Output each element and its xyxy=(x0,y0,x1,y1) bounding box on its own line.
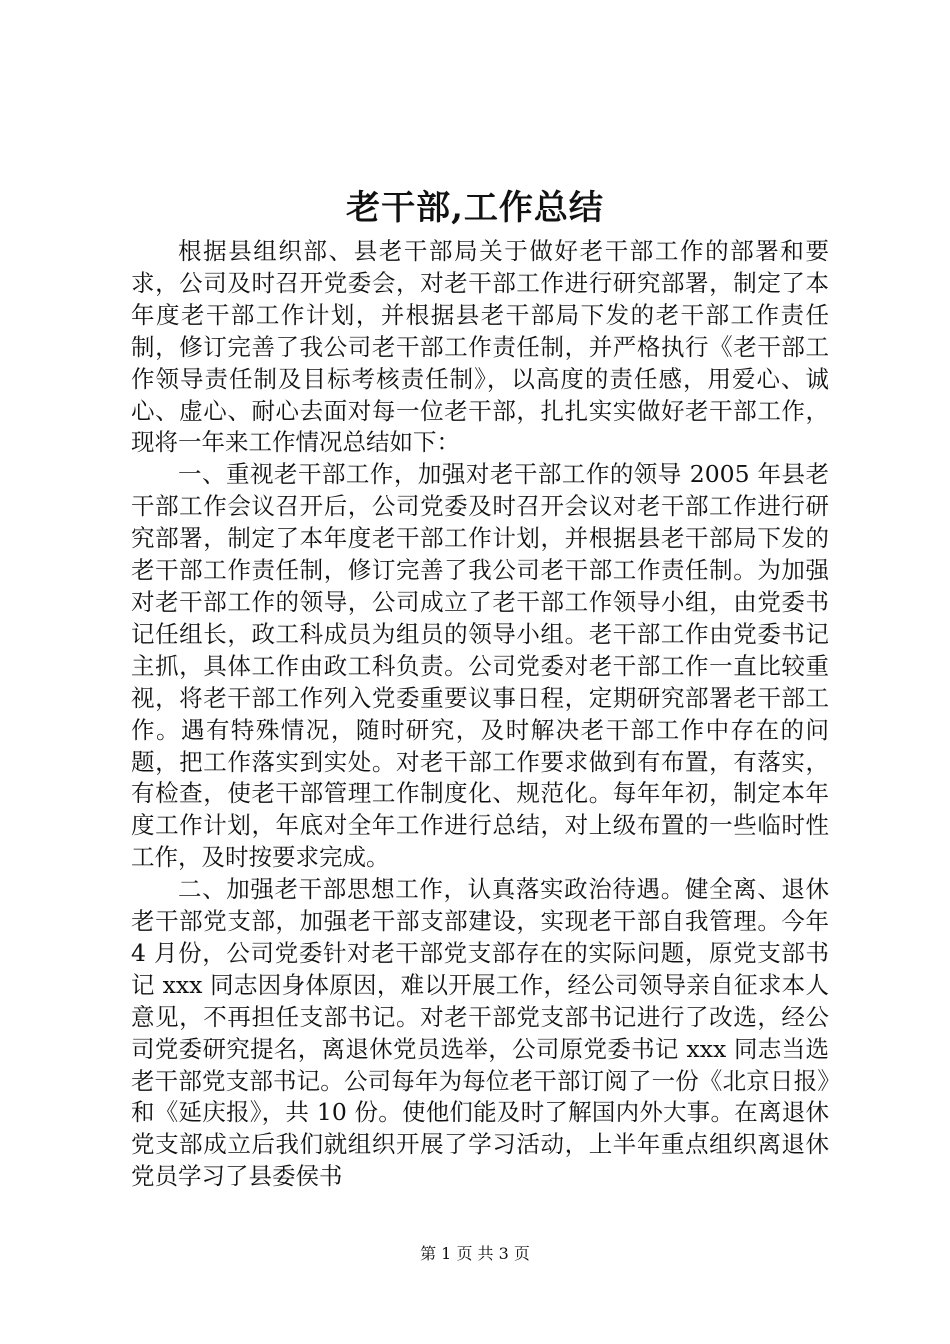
paragraph-section-two: 二、加强老干部思想工作，认真落实政治待遇。健全离、退休老干部党支部，加强老干部支部建设，实现老干部自我管理。今年 4 月份，公司党委针对老干部党支部存在的实际问题，原党支部书记 xxx 同志因身体原因，难以开展工作，经公司领导亲自征求本人意见，不再担任支部书记。对老干部党支部书记进行了改选，经公司党委研究提名，离退休党员选举，公司原党委书记 xxx 同志当选老干部党支部书记。公司每年为每位老干部订阅了一份《北京日报》和《延庆报》，共 10 份。使他们能及时了解国内外大事。在离退休党支部成立后我们就组织开展了学习活动，上半年重点组织离退休党员学习了县委侯书 xyxy=(131,875,829,1191)
paragraph-intro: 根据县组织部、县老干部局关于做好老干部工作的部署和要求，公司及时召开党委会，对老干部工作进行研究部署，制定了本年度老干部工作计划，并根据县老干部局下发的老干部工作责任制，修订完善了我公司老干部工作责任制，并严格执行《老干部工作领导责任制及目标考核责任制》，以高度的责任感，用爱心、诚心、虚心、耐心去面对每一位老干部，扎扎实实做好老干部工作，现将一年来工作情况总结如下： xyxy=(131,237,829,457)
document-title: 老干部,工作总结 xyxy=(346,188,604,228)
paragraph-section-one: 一、重视老干部工作，加强对老干部工作的领导 2005 年县老干部工作会议召开后，公司党委及时召开会议对老干部工作进行研究部署，制定了本年度老干部工作计划，并根据县老干部局下发的老干部工作责任制，修订完善了我公司老干部工作责任制。为加强对老干部工作的领导，公司成立了老干部工作领导小组，由党委书记任组长，政工科成员为组员的领导小组。老干部工作由党委书记主抓，具体工作由政工科负责。公司党委对老干部工作一直比较重视，将老干部工作列入党委重要议事日程，定期研究部署老干部工作。遇有特殊情况，随时研究，及时解决老干部工作中存在的问题，把工作落实到实处。对老干部工作要求做到有布置，有落实，有检查，使老干部管理工作制度化、规范化。每年年初，制定本年度工作计划，年底对全年工作进行总结，对上级布置的一些临时性工作，及时按要求完成。 xyxy=(131,460,829,872)
document-body xyxy=(131,236,829,1193)
page-footer: 第 1 页 共 3 页 xyxy=(420,1244,530,1263)
